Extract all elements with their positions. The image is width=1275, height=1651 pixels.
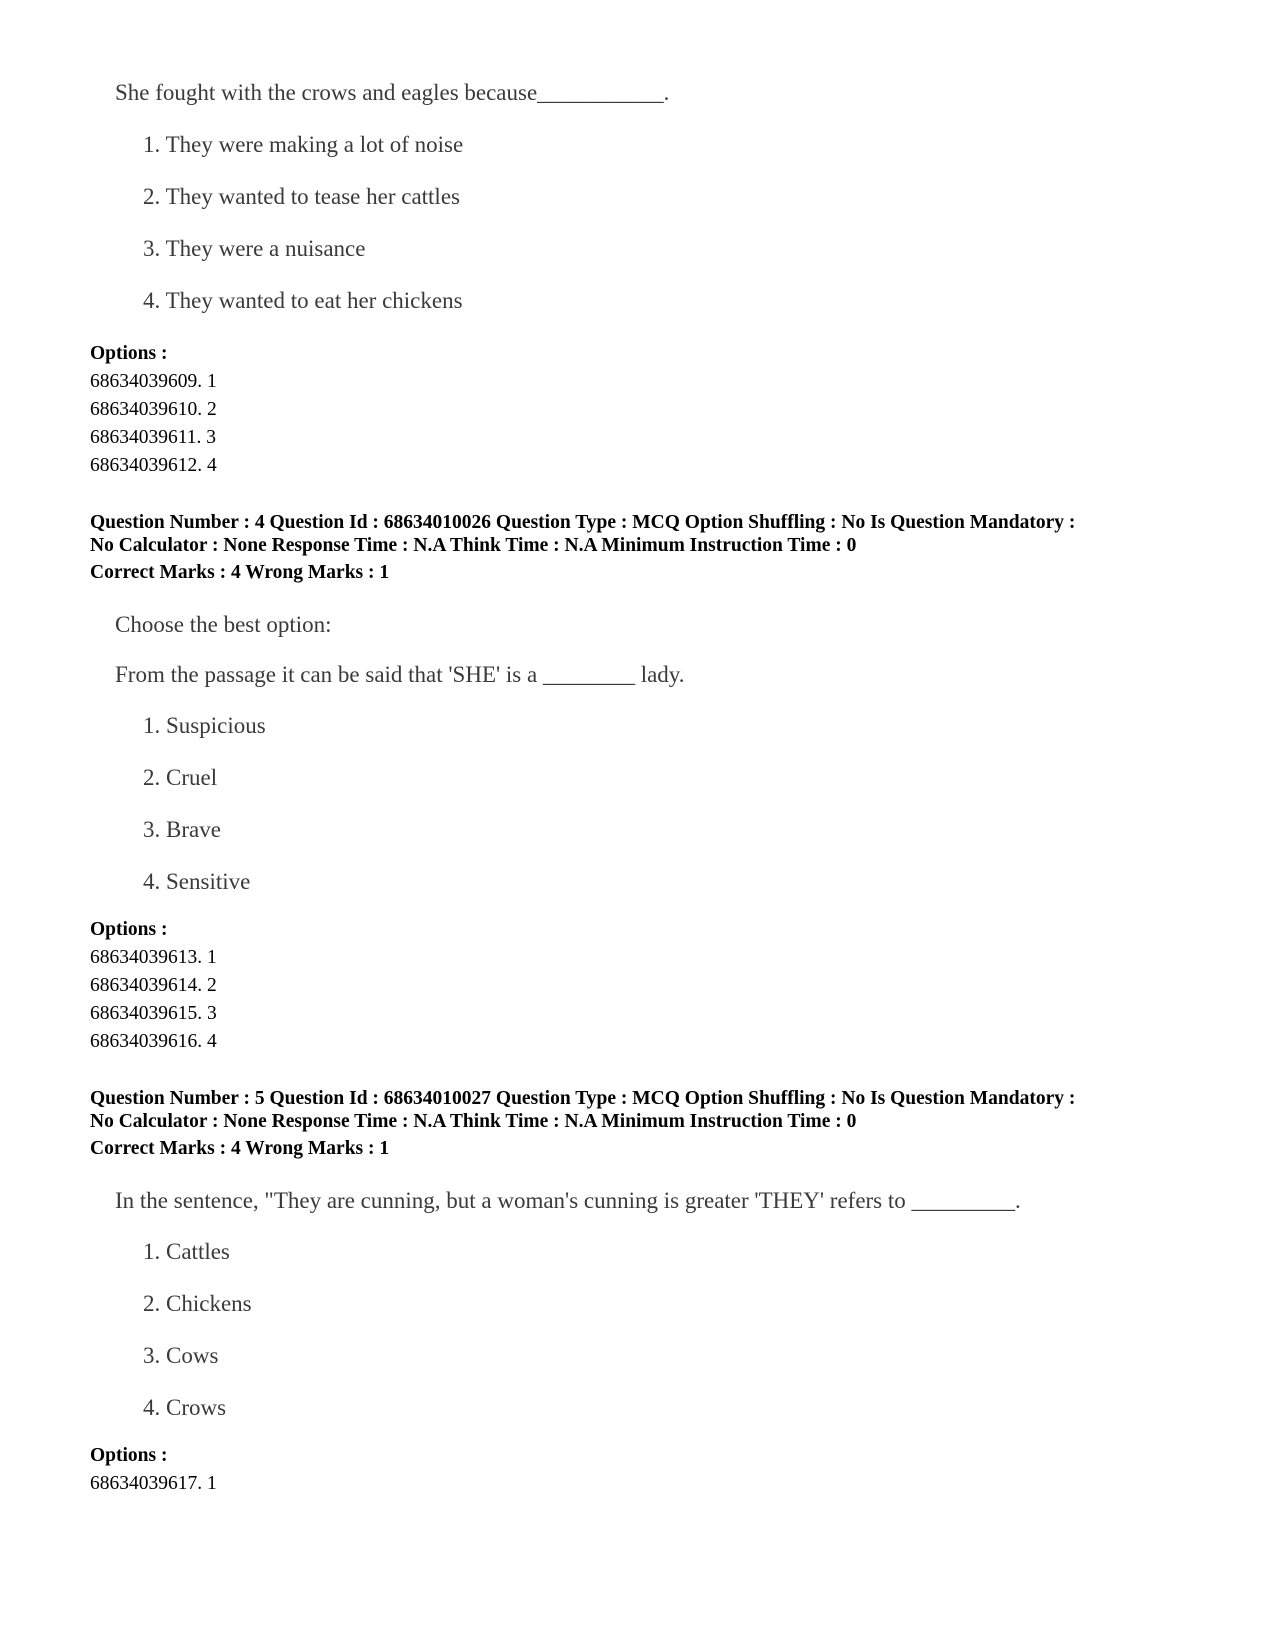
q5-option-1: 68634039617. 1	[90, 1473, 217, 1494]
q5-choice-3: 3. Cows	[143, 1343, 219, 1368]
q4-options-label: Options :	[90, 919, 168, 940]
q5-meta-line-1: Question Number : 5 Question Id : 68634010027 Question Type : MCQ Option Shuffling : No Is Question Mandatory :	[90, 1088, 1076, 1109]
q5-marks: Correct Marks : 4 Wrong Marks : 1	[90, 1138, 390, 1159]
q3-option-2: 68634039610. 2	[90, 399, 217, 420]
q3-stem: She fought with the crows and eagles because___________.	[115, 80, 670, 105]
q4-instruction: Choose the best option:	[115, 612, 332, 637]
q3-options-label: Options :	[90, 343, 168, 364]
q4-option-1: 68634039613. 1	[90, 947, 217, 968]
q5-choice-1: 1. Cattles	[143, 1239, 230, 1264]
q3-option-3: 68634039611. 3	[90, 427, 217, 448]
q3-choice-1: 1. They were making a lot of noise	[143, 132, 464, 157]
q5-choice-4: 4. Crows	[143, 1395, 227, 1420]
q3-choice-3: 3. They were a nuisance	[143, 236, 366, 261]
q5-choice-2: 2. Chickens	[143, 1291, 252, 1316]
q4-meta-line-2: No Calculator : None Response Time : N.A Think Time : N.A Minimum Instruction Time : 0	[90, 535, 857, 556]
q4-choice-1: 1. Suspicious	[143, 713, 266, 738]
q4-stem: From the passage it can be said that 'SHE' is a ________ lady.	[115, 662, 685, 687]
q3-choice-4: 4. They wanted to eat her chickens	[143, 288, 463, 313]
q3-option-4: 68634039612. 4	[90, 455, 217, 476]
q4-choice-2: 2. Cruel	[143, 765, 218, 790]
q4-option-3: 68634039615. 3	[90, 1003, 217, 1024]
q5-meta-line-2: No Calculator : None Response Time : N.A Think Time : N.A Minimum Instruction Time : 0	[90, 1111, 857, 1132]
q4-marks: Correct Marks : 4 Wrong Marks : 1	[90, 562, 390, 583]
q4-meta-line-1: Question Number : 4 Question Id : 68634010026 Question Type : MCQ Option Shuffling : No Is Question Mandatory :	[90, 512, 1076, 533]
q4-choice-3: 3. Brave	[143, 817, 221, 842]
q4-option-2: 68634039614. 2	[90, 975, 217, 996]
q5-options-label: Options :	[90, 1445, 168, 1466]
q4-option-4: 68634039616. 4	[90, 1031, 217, 1052]
q3-choice-2: 2. They wanted to tease her cattles	[143, 184, 460, 209]
q4-choice-4: 4. Sensitive	[143, 869, 251, 894]
q3-option-1: 68634039609. 1	[90, 371, 217, 392]
q5-stem: In the sentence, "They are cunning, but a woman's cunning is greater 'THEY' refers to _________.	[115, 1188, 1021, 1213]
